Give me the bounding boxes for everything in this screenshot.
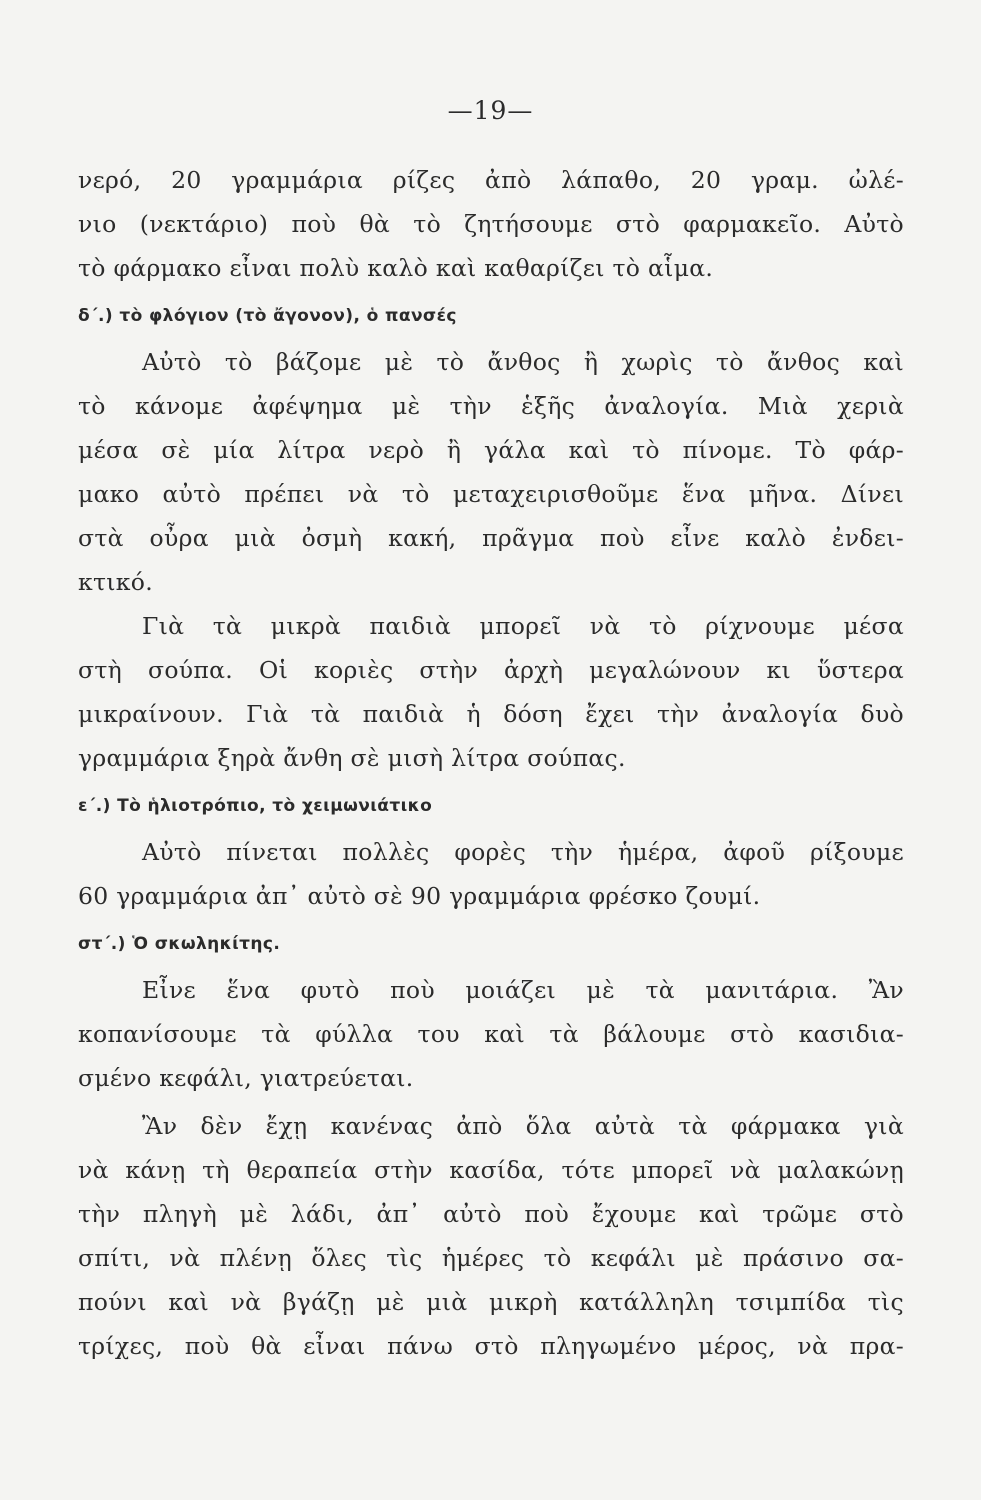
text-line: μακο αὐτὸ πρέπει νὰ τὸ μεταχειρισθοῦμε ἕνα μῆνα. Δίνει	[78, 480, 904, 508]
text-line: 60 γραμμάρια ἀπ᾽ αὐτὸ σὲ 90 γραμμάρια φρέσκο ζουμί.	[78, 882, 761, 910]
text-line: νὰ κάνῃ τὴ θεραπεία στὴν κασίδα, τότε μπορεῖ νὰ μαλακώνῃ	[78, 1156, 904, 1184]
paragraph	[78, 158, 904, 290]
paragraph	[78, 968, 904, 1100]
text-line: μικραίνουν. Γιὰ τὰ παιδιὰ ἡ δόση ἔχει τὴν ἀναλογία δυὸ	[78, 700, 904, 728]
page-number: —19—	[447, 96, 534, 125]
text-line: κτικό.	[78, 568, 154, 596]
section-heading: ε΄.) Τὸ ἡλιοτρόπιο, τὸ χειμωνιάτικο	[78, 796, 433, 816]
text-line: νιο (νεκτάριο) ποὺ θὰ τὸ ζητήσουμε στὸ φαρμακεῖο. Αὐτὸ	[78, 210, 904, 238]
text-line: νερό, 20 γραμμάρια ρίζες ἀπὸ λάπαθο, 20 γραμ. ὠλέ-	[78, 166, 904, 194]
section-heading: στ΄.) Ὁ σκωληκίτης.	[78, 934, 281, 954]
text-line: κοπανίσουμε τὰ φύλλα του καὶ τὰ βάλουμε στὸ κασιδια-	[78, 1020, 904, 1048]
text-line: τὸ κάνομε ἀφέψημα μὲ τὴν ἑξῆς ἀναλογία. Μιὰ χεριὰ	[78, 392, 904, 420]
paragraph	[78, 340, 904, 604]
text-line: γραμμάρια ξηρὰ ἄνθη σὲ μισὴ λίτρα σούπας.	[78, 744, 626, 772]
text-line: Αὐτὸ πίνεται πολλὲς φορὲς τὴν ἡμέρα, ἀφοῦ ρίξουμε	[142, 838, 904, 866]
paragraph	[78, 830, 904, 918]
text-line: σμένο κεφάλι, γιατρεύεται.	[78, 1064, 414, 1092]
text-line: στὴ σούπα. Οἱ κοριὲς στὴν ἀρχὴ μεγαλώνουν κι ὕστερα	[78, 656, 904, 684]
text-line: Γιὰ τὰ μικρὰ παιδιὰ μπορεῖ νὰ τὸ ρίχνουμε μέσα	[142, 612, 904, 640]
text-line: Αὐτὸ τὸ βάζομε μὲ τὸ ἄνθος ἢ χωρὶς τὸ ἄνθος καὶ	[142, 348, 904, 376]
text-line: Εἶνε ἕνα φυτὸ ποὺ μοιάζει μὲ τὰ μανιτάρια. Ἂν	[142, 976, 904, 1004]
text-line: τὴν πληγὴ μὲ λάδι, ἀπ᾽ αὐτὸ ποὺ ἔχουμε καὶ τρῶμε στὸ	[78, 1200, 904, 1228]
text-line: πούνι καὶ νὰ βγάζῃ μὲ μιὰ μικρὴ κατάλληλη τσιμπίδα τὶς	[78, 1288, 904, 1316]
text-line: τρίχες, ποὺ θὰ εἶναι πάνω στὸ πληγωμένο μέρος, νὰ πρα-	[78, 1332, 904, 1360]
page-text	[78, 158, 904, 1368]
text-line: μέσα σὲ μία λίτρα νερὸ ἢ γάλα καὶ τὸ πίνομε. Τὸ φάρ-	[78, 436, 904, 464]
paragraph	[78, 604, 904, 780]
text-line: στὰ οὖρα μιὰ ὀσμὴ κακή, πρᾶγμα ποὺ εἶνε καλὸ ἐνδει-	[78, 524, 904, 552]
section-heading: δ΄.) τὸ φλόγιον (τὸ ἄγονον), ὁ πανσές	[78, 306, 457, 326]
text-line: Ἂν δὲν ἔχῃ κανένας ἀπὸ ὅλα αὐτὰ τὰ φάρμακα γιὰ	[142, 1112, 904, 1140]
text-line: σπίτι, νὰ πλένῃ ὅλες τὶς ἡμέρες τὸ κεφάλι μὲ πράσινο σα-	[78, 1244, 904, 1272]
text-line: τὸ φάρμακο εἶναι πολὺ καλὸ καὶ καθαρίζει τὸ αἷμα.	[78, 254, 714, 282]
paragraph	[78, 1104, 904, 1368]
